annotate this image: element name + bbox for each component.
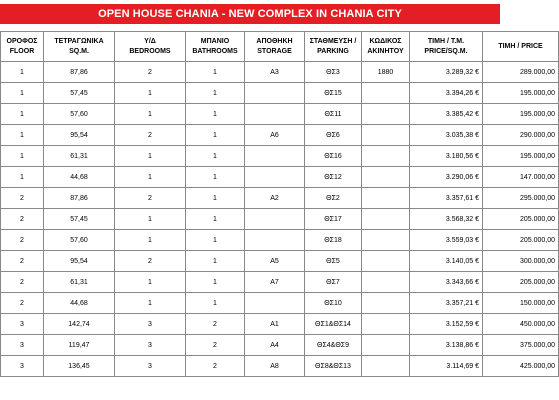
table-row [1, 314, 559, 335]
table-row [1, 188, 559, 209]
cell-floor: 3 [1, 356, 44, 377]
cell-bathrooms: 1 [186, 125, 245, 146]
cell-floor: 2 [1, 251, 44, 272]
column-header-english: BEDROOMS [129, 47, 171, 55]
cell-sqm: 87,86 [44, 188, 115, 209]
cell-floor: 3 [1, 335, 44, 356]
cell-price-per-sqm: 3.140,05 € [410, 251, 483, 272]
column-header-greek: ΤΙΜΗ / Τ.Μ. [427, 37, 465, 45]
table-header [1, 32, 559, 62]
table-row [1, 272, 559, 293]
cell-bedrooms: 1 [115, 272, 186, 293]
cell-sqm: 119,47 [44, 335, 115, 356]
cell-price-per-sqm: 3.568,32 € [410, 209, 483, 230]
table-row [1, 230, 559, 251]
cell-price-per-sqm: 3.035,38 € [410, 125, 483, 146]
cell-storage [245, 230, 305, 251]
cell-floor: 3 [1, 314, 44, 335]
column-header-storage [245, 32, 305, 62]
cell-bathrooms: 1 [186, 251, 245, 272]
cell-floor: 2 [1, 188, 44, 209]
table-row [1, 209, 559, 230]
cell-bathrooms: 1 [186, 104, 245, 125]
cell-bathrooms: 2 [186, 335, 245, 356]
cell-sqm: 142,74 [44, 314, 115, 335]
column-header-price [483, 32, 559, 62]
cell-floor: 1 [1, 125, 44, 146]
cell-price-per-sqm: 3.357,21 € [410, 293, 483, 314]
cell-parking: ΘΣ2 [305, 188, 362, 209]
cell-floor: 2 [1, 230, 44, 251]
cell-price: 425.000,00 [483, 356, 559, 377]
cell-sqm: 95,54 [44, 251, 115, 272]
cell-sqm: 61,31 [44, 272, 115, 293]
cell-parking: ΘΣ1&ΘΣ14 [305, 314, 362, 335]
cell-sqm: 44,68 [44, 293, 115, 314]
cell-storage: A7 [245, 272, 305, 293]
cell-property-code [362, 83, 410, 104]
cell-parking: ΘΣ7 [305, 272, 362, 293]
cell-property-code [362, 335, 410, 356]
cell-price-per-sqm: 3.289,32 € [410, 62, 483, 83]
cell-price-per-sqm: 3.343,66 € [410, 272, 483, 293]
cell-bedrooms: 2 [115, 62, 186, 83]
cell-sqm: 57,60 [44, 230, 115, 251]
cell-property-code [362, 146, 410, 167]
cell-price: 147.000,00 [483, 167, 559, 188]
cell-sqm: 136,45 [44, 356, 115, 377]
cell-bathrooms: 1 [186, 188, 245, 209]
column-header-greek: ΜΠΑΝΙΟ [200, 37, 230, 45]
cell-property-code [362, 230, 410, 251]
column-header-greek: ΤΙΜΗ / PRICE [498, 42, 543, 50]
cell-bedrooms: 1 [115, 230, 186, 251]
cell-parking: ΘΣ3 [305, 62, 362, 83]
column-header-sqm [44, 32, 115, 62]
column-header-property-code [362, 32, 410, 62]
cell-storage: A2 [245, 188, 305, 209]
cell-bedrooms: 2 [115, 188, 186, 209]
column-header-price-per-sqm [410, 32, 483, 62]
cell-price-per-sqm: 3.138,86 € [410, 335, 483, 356]
cell-bedrooms: 1 [115, 209, 186, 230]
table-row [1, 335, 559, 356]
cell-price: 450.000,00 [483, 314, 559, 335]
cell-price: 205.000,00 [483, 230, 559, 251]
table-row [1, 125, 559, 146]
table-row [1, 251, 559, 272]
cell-price-per-sqm: 3.357,61 € [410, 188, 483, 209]
cell-bedrooms: 3 [115, 314, 186, 335]
table-row [1, 293, 559, 314]
cell-property-code [362, 188, 410, 209]
cell-property-code [362, 251, 410, 272]
cell-storage [245, 167, 305, 188]
column-header-floor [1, 32, 44, 62]
cell-sqm: 87,86 [44, 62, 115, 83]
cell-bathrooms: 1 [186, 293, 245, 314]
cell-bedrooms: 1 [115, 167, 186, 188]
cell-parking: ΘΣ5 [305, 251, 362, 272]
cell-bathrooms: 1 [186, 146, 245, 167]
cell-price: 300.000,00 [483, 251, 559, 272]
cell-parking: ΘΣ15 [305, 83, 362, 104]
column-header-english: BATHROOMS [192, 47, 238, 55]
cell-bedrooms: 1 [115, 104, 186, 125]
cell-price-per-sqm: 3.152,59 € [410, 314, 483, 335]
cell-sqm: 57,45 [44, 83, 115, 104]
cell-price: 295.000,00 [483, 188, 559, 209]
column-header-bedrooms [115, 32, 186, 62]
column-header-english: PARKING [317, 47, 349, 55]
cell-storage: A1 [245, 314, 305, 335]
cell-floor: 1 [1, 167, 44, 188]
cell-storage [245, 146, 305, 167]
cell-property-code: 1880 [362, 62, 410, 83]
cell-sqm: 44,68 [44, 167, 115, 188]
cell-property-code [362, 314, 410, 335]
cell-floor: 2 [1, 293, 44, 314]
cell-price-per-sqm: 3.180,56 € [410, 146, 483, 167]
column-header-english: SQ.M. [69, 47, 89, 55]
cell-bedrooms: 2 [115, 251, 186, 272]
column-header-greek: ΟΡΟΦΟΣ [6, 37, 38, 45]
column-header-english: STORAGE [257, 47, 292, 55]
cell-bathrooms: 1 [186, 272, 245, 293]
cell-sqm: 95,54 [44, 125, 115, 146]
cell-floor: 1 [1, 104, 44, 125]
cell-price: 289.000,00 [483, 62, 559, 83]
cell-property-code [362, 356, 410, 377]
cell-parking: ΘΣ18 [305, 230, 362, 251]
cell-floor: 1 [1, 83, 44, 104]
cell-price: 195.000,00 [483, 146, 559, 167]
cell-bathrooms: 2 [186, 356, 245, 377]
column-header-english: ΑΚΙΝΗΤΟΥ [367, 47, 404, 55]
cell-price-per-sqm: 3.559,03 € [410, 230, 483, 251]
cell-sqm: 61,31 [44, 146, 115, 167]
cell-storage [245, 104, 305, 125]
cell-floor: 2 [1, 209, 44, 230]
cell-bedrooms: 3 [115, 335, 186, 356]
cell-storage: A6 [245, 125, 305, 146]
cell-sqm: 57,45 [44, 209, 115, 230]
cell-parking: ΘΣ10 [305, 293, 362, 314]
table-row [1, 62, 559, 83]
table-row [1, 356, 559, 377]
header-row [1, 32, 559, 62]
cell-floor: 1 [1, 146, 44, 167]
cell-floor: 2 [1, 272, 44, 293]
column-header-greek: ΚΩΔΙΚΟΣ [369, 37, 402, 45]
cell-property-code [362, 104, 410, 125]
apartments-table [0, 31, 559, 377]
cell-parking: ΘΣ17 [305, 209, 362, 230]
cell-price: 150.000,00 [483, 293, 559, 314]
column-header-greek: ΣΤΑΘΜΕΥΣΗ / [309, 37, 357, 45]
column-header-english: FLOOR [9, 47, 35, 55]
column-header-greek: ΤΕΤΡΑΓΩΝΙΚΑ [54, 37, 104, 45]
cell-storage [245, 83, 305, 104]
column-header-greek: Υ/Δ [144, 37, 156, 45]
cell-bathrooms: 1 [186, 83, 245, 104]
cell-price: 290.000,00 [483, 125, 559, 146]
cell-price: 205.000,00 [483, 272, 559, 293]
column-header-greek: ΑΠΟΘΗΚΗ [256, 37, 293, 45]
cell-property-code [362, 209, 410, 230]
cell-storage: A8 [245, 356, 305, 377]
cell-sqm: 57,60 [44, 104, 115, 125]
cell-bathrooms: 2 [186, 314, 245, 335]
cell-property-code [362, 125, 410, 146]
cell-floor: 1 [1, 62, 44, 83]
cell-bathrooms: 1 [186, 167, 245, 188]
cell-bathrooms: 1 [186, 230, 245, 251]
cell-property-code [362, 293, 410, 314]
cell-storage: A3 [245, 62, 305, 83]
cell-parking: ΘΣ11 [305, 104, 362, 125]
cell-property-code [362, 272, 410, 293]
cell-price: 375.000,00 [483, 335, 559, 356]
sheet-title: OPEN HOUSE CHANIA - NEW COMPLEX IN CHANIA CITY [0, 4, 500, 24]
cell-price: 195.000,00 [483, 104, 559, 125]
cell-storage: A4 [245, 335, 305, 356]
cell-parking: ΘΣ12 [305, 167, 362, 188]
cell-bedrooms: 1 [115, 146, 186, 167]
cell-price-per-sqm: 3.290,06 € [410, 167, 483, 188]
cell-property-code [362, 167, 410, 188]
column-header-bathrooms [186, 32, 245, 62]
cell-parking: ΘΣ16 [305, 146, 362, 167]
cell-parking: ΘΣ4&ΘΣ9 [305, 335, 362, 356]
table-row [1, 83, 559, 104]
cell-price-per-sqm: 3.385,42 € [410, 104, 483, 125]
table-row [1, 167, 559, 188]
cell-price: 205.000,00 [483, 209, 559, 230]
cell-price: 195.000,00 [483, 83, 559, 104]
cell-parking: ΘΣ8&ΘΣ13 [305, 356, 362, 377]
cell-bedrooms: 1 [115, 293, 186, 314]
cell-price-per-sqm: 3.114,69 € [410, 356, 483, 377]
column-header-english: PRICE/SQ.M. [424, 47, 468, 55]
cell-bedrooms: 1 [115, 83, 186, 104]
cell-storage [245, 293, 305, 314]
cell-bathrooms: 1 [186, 62, 245, 83]
table-row [1, 146, 559, 167]
cell-bedrooms: 2 [115, 125, 186, 146]
cell-bedrooms: 3 [115, 356, 186, 377]
cell-parking: ΘΣ6 [305, 125, 362, 146]
column-header-parking [305, 32, 362, 62]
table-row [1, 104, 559, 125]
cell-bathrooms: 1 [186, 209, 245, 230]
cell-storage [245, 209, 305, 230]
cell-storage: A5 [245, 251, 305, 272]
table-body [1, 62, 559, 377]
cell-price-per-sqm: 3.394,26 € [410, 83, 483, 104]
